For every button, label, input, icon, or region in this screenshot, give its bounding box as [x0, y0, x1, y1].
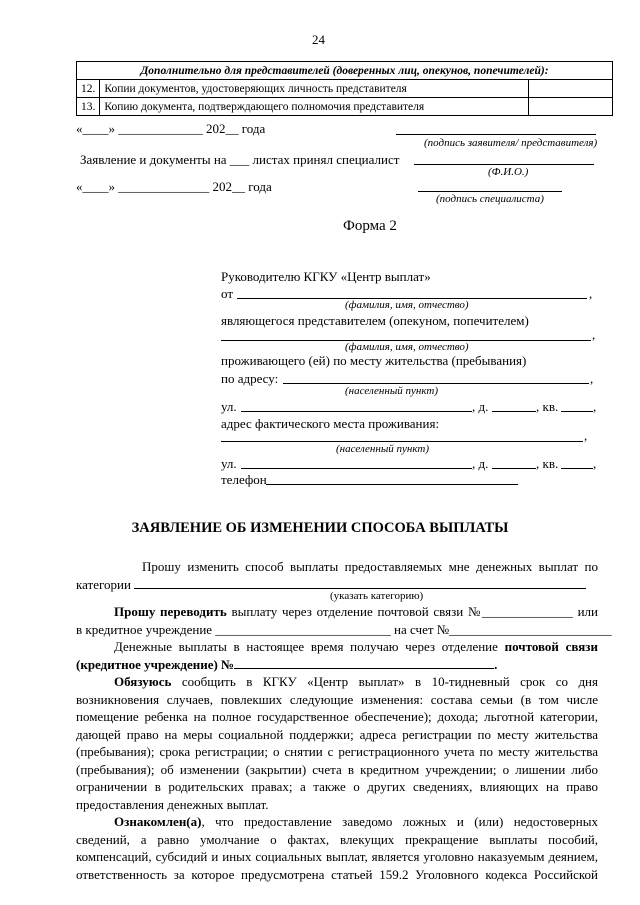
p4-line: дающей право на меры социальной поддержки; адреса регистрации по месту жительства — [76, 726, 598, 742]
locality-line — [283, 383, 589, 384]
hint-locality: (населенный пункт) — [345, 385, 438, 397]
table-header-row — [77, 62, 613, 80]
p5-line1 — [76, 813, 598, 831]
category-label: категории — [76, 576, 131, 592]
p3-line2-text: (кредитное учреждение) № — [76, 656, 235, 672]
form-title: Форма 2 — [343, 218, 397, 234]
documents-table — [76, 61, 613, 116]
statement-heading: ЗАЯВЛЕНИЕ ОБ ИЗМЕНЕНИИ СПОСОБА ВЫПЛАТЫ — [131, 520, 509, 536]
paragraph-transfer — [76, 603, 612, 638]
p3-text: Денежные выплаты в настоящее время получаю через отделение — [114, 639, 505, 654]
apt-line — [561, 411, 593, 412]
specialist-signature-hint: (подпись специалиста) — [436, 193, 544, 205]
table-row — [77, 98, 613, 116]
p3-line1 — [76, 638, 598, 656]
page-number: 24 — [312, 32, 325, 47]
p4-bold: Обязуюсь — [114, 674, 172, 689]
p2-rest: выплату через отделение почтовой связи №______________ или — [226, 604, 598, 619]
actual-locality-line — [221, 441, 583, 442]
p4-line: предоставления денежных выплат. — [76, 796, 269, 812]
from-label: от — [221, 286, 234, 301]
table-row — [77, 80, 613, 98]
p4-line: ограничении в родительских правах; а также о других сведениях, влияющих на право — [76, 779, 598, 794]
specialist-name-line — [414, 164, 594, 165]
row-text: Копии документов, удостоверяющих личность представителя — [100, 80, 529, 98]
p2-bold: Прошу переводить — [114, 604, 227, 619]
p5-line: компенсаций, субсидий и иных социальных выплат, является уголовно наказуемым деянием, — [76, 849, 598, 864]
p1-line1: Прошу изменить способ выплаты предоставляемых мне денежных выплат по — [142, 559, 598, 574]
p4-line1 — [76, 673, 598, 691]
house-label-2: , д. — [472, 456, 489, 471]
hint-category: (указать категорию) — [330, 590, 424, 602]
paragraph-current — [76, 638, 598, 673]
row-mark-cell — [529, 98, 613, 116]
paragraph-acknowledged — [76, 813, 598, 883]
street-label-2: ул. — [221, 456, 237, 471]
phone-line — [266, 484, 518, 485]
table-header: Дополнительно для представителей (доверенных лиц, опекунов, попечителей): — [77, 62, 613, 80]
p2-line1 — [76, 603, 598, 621]
p4-line: помещение ребенка на полное государственное обеспечение); дохода; льготной категории, — [76, 709, 598, 724]
house-line — [492, 411, 536, 412]
apt-label-2: , кв. — [536, 456, 559, 471]
hint-name: (фамилия, имя, отчество) — [345, 299, 469, 311]
street-label: ул. — [221, 399, 237, 414]
comma: , — [589, 286, 593, 301]
addressee-to: Руководителю КГКУ «Центр выплат» — [221, 269, 431, 284]
p5-bold: Ознакомлен(а) — [114, 814, 202, 829]
category-line — [134, 576, 586, 589]
applicant-signature-hint: (подпись заявителя/ представителя) — [424, 137, 598, 149]
residing-text: проживающего (ей) по месту жительства (пребывания) — [221, 353, 527, 368]
comma: , — [593, 456, 597, 471]
street-line-2 — [241, 468, 472, 469]
account-line — [234, 656, 494, 669]
row-number: 13. — [77, 98, 100, 116]
p2-line2: в кредитное учреждение ___________________________ на счет №_________________________ — [76, 621, 612, 637]
paragraph-obligation — [76, 673, 598, 813]
date-line-1: «____» _____________ 202__ года — [76, 121, 266, 136]
comma: , — [584, 428, 588, 443]
row-text: Копию документа, подтверждающего полномочия представителя — [100, 98, 529, 116]
p3-bold: почтовой связи — [504, 639, 598, 654]
apt-label: , кв. — [536, 399, 559, 414]
p5-line: сведений, а равно умолчание о фактах, влекущих прекращение выплаты пособий, — [76, 831, 598, 847]
paragraph-category — [76, 558, 598, 593]
row-mark-cell — [529, 80, 613, 98]
p4-line: возникновения случаев, повлекших следующие изменения: состава семьи (в том числе — [76, 691, 598, 707]
accepted-by-text: Заявление и документы на ___ листах принял специалист — [80, 152, 400, 167]
p5-line1-text: , что предоставление заведомо ложных и (или) недостоверных — [201, 814, 598, 829]
apt-line-2 — [561, 468, 593, 469]
house-label: , д. — [472, 399, 489, 414]
applicant-signature-line — [396, 134, 596, 135]
representative-text: являющегося представителем (опекуном, попечителем) — [221, 313, 529, 328]
date-line-2: «____» ______________ 202__ года — [76, 179, 272, 194]
house-line-2 — [492, 468, 536, 469]
address-label: по адресу: — [221, 371, 279, 386]
p5-line: ответственность за которое предусмотрена статьей 159.2 Уголовного кодекса Российской — [76, 866, 598, 882]
p4-line: (пребывания); об изменении (закрытии) счета в кредитном учреждении; о лишении либо — [76, 761, 598, 777]
phone-label: телефон — [221, 472, 267, 487]
hint-locality-2: (населенный пункт) — [336, 443, 429, 455]
actual-address-label: адрес фактического места проживания: — [221, 416, 440, 431]
specialist-signature-line — [418, 191, 562, 192]
p3-line2: (кредитное учреждение) № . — [76, 656, 498, 672]
hint-name-2: (фамилия, имя, отчество) — [345, 341, 469, 353]
p4-line1-text: сообщить в КГКУ «Центр выплат» в 10-тидневный срок со дня — [171, 674, 598, 689]
fio-hint: (Ф.И.О.) — [488, 166, 529, 178]
comma: , — [593, 399, 597, 414]
comma: , — [590, 371, 594, 386]
row-number: 12. — [77, 80, 100, 98]
street-line — [241, 411, 472, 412]
comma: , — [592, 327, 596, 342]
p4-line: (пребывания); срока регистрации; о снятии с регистрационного учета по месту жительства — [76, 744, 598, 759]
